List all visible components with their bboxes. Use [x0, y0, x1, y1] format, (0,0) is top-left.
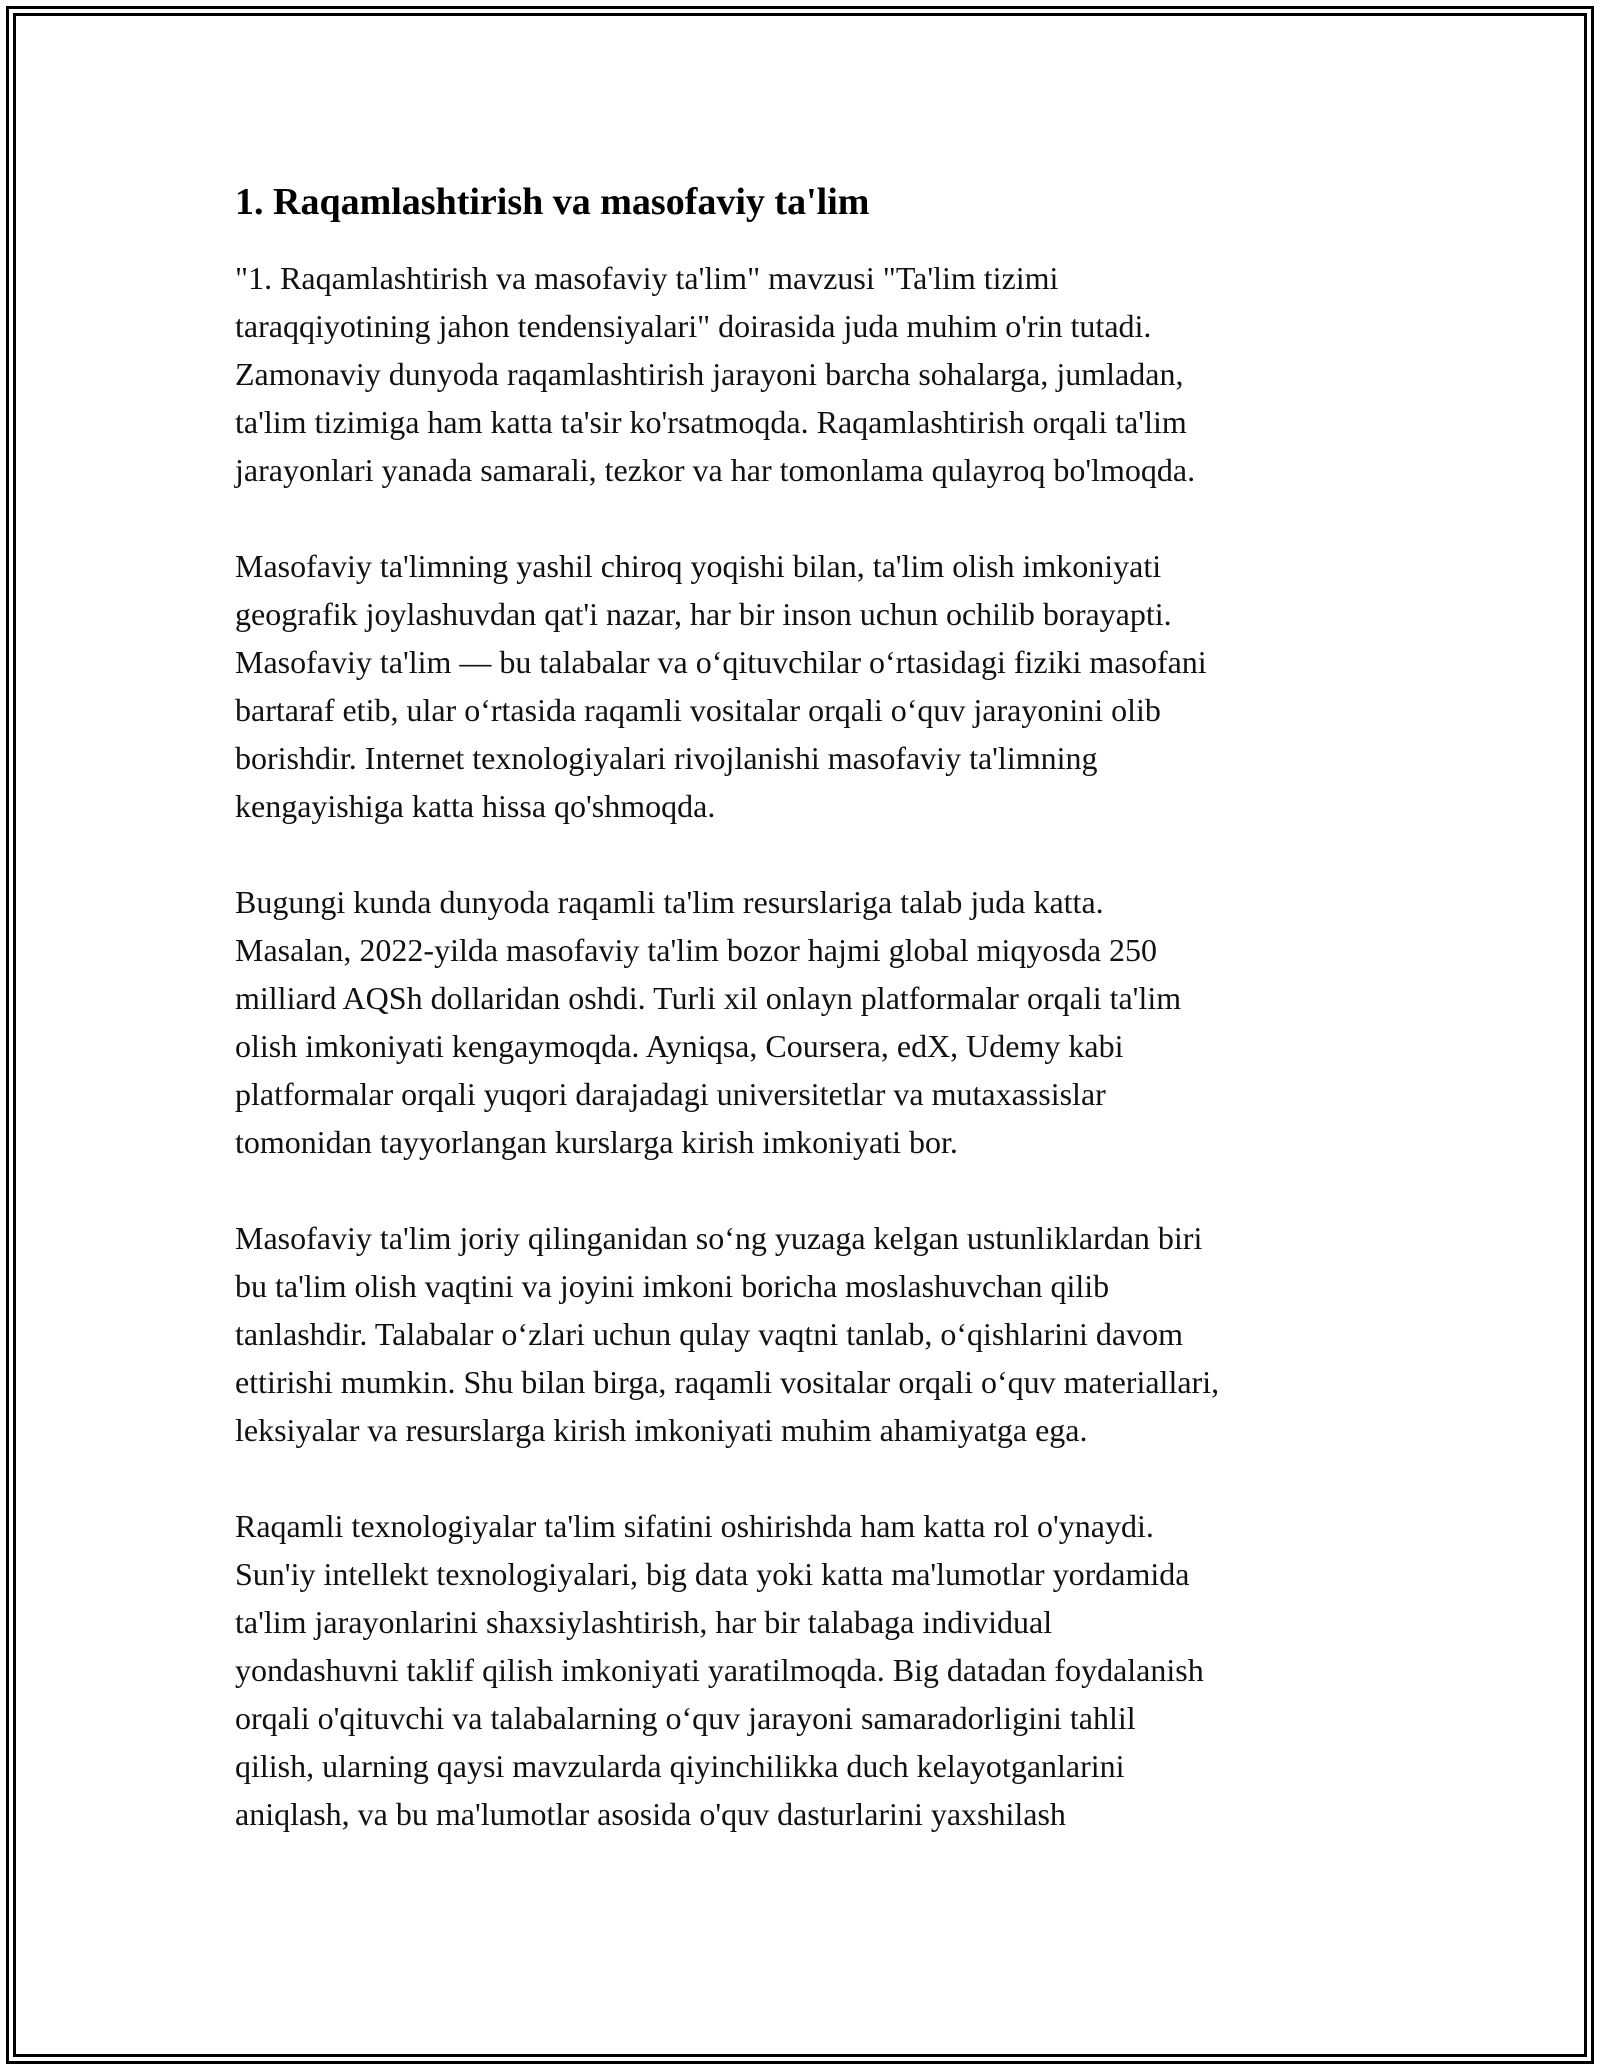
text-line: orqali o'qituvchi va talabalarning oʻquv jarayoni samaradorligini tahlil	[235, 1699, 1136, 1736]
text-line: milliard AQSh dollaridan oshdi. Turli xil onlayn platformalar orqali ta'lim	[235, 979, 1182, 1016]
text-line: Masalan, 2022-yilda masofaviy ta'lim bozor hajmi global miqyosda 250	[235, 931, 1158, 968]
text-line: Masofaviy ta'limning yashil chiroq yoqishi bilan, ta'lim olish imkoniyati	[235, 547, 1162, 584]
text-line: Masofaviy ta'lim joriy qilinganidan soʻng yuzaga kelgan ustunliklardan biri	[235, 1219, 1203, 1256]
text-line: kengayishiga katta hissa qo'shmoqda.	[235, 787, 716, 824]
section-heading: 1. Raqamlashtirish va masofaviy ta'lim	[235, 181, 870, 223]
text-line: taraqqiyotining jahon tendensiyalari" doirasida juda muhim o'rin tutadi.	[235, 307, 1152, 344]
paragraph-4	[235, 1214, 1375, 1454]
text-line: ta'lim jarayonlarini shaxsiylashtirish, har bir talabaga individual	[235, 1603, 1053, 1640]
text-line: bartaraf etib, ular oʻrtasida raqamli vositalar orqali oʻquv jarayonini olib	[235, 691, 1161, 728]
text-line: "1. Raqamlashtirish va masofaviy ta'lim" mavzusi "Ta'lim tizimi	[235, 259, 1059, 296]
text-line: platformalar orqali yuqori darajadagi universitetlar va mutaxassislar	[235, 1075, 1106, 1112]
text-line: tomonidan tayyorlangan kurslarga kirish imkoniyati bor.	[235, 1123, 958, 1160]
text-line: borishdir. Internet texnologiyalari rivojlanishi masofaviy ta'limning	[235, 739, 1098, 776]
text-line: Raqamli texnologiyalar ta'lim sifatini oshirishda ham katta rol o'ynaydi.	[235, 1507, 1154, 1544]
text-line: Bugungi kunda dunyoda raqamli ta'lim resurslariga talab juda katta.	[235, 883, 1104, 920]
text-line: leksiyalar va resurslarga kirish imkoniyati muhim ahamiyatga ega.	[235, 1411, 1088, 1448]
text-line: aniqlash, va bu ma'lumotlar asosida o'quv dasturlarini yaxshilash	[235, 1795, 1066, 1832]
text-line: jarayonlari yanada samarali, tezkor va har tomonlama qulayroq bo'lmoqda.	[235, 451, 1196, 488]
paragraph-3	[235, 878, 1375, 1166]
text-line: tanlashdir. Talabalar oʻzlari uchun qulay vaqtni tanlab, oʻqishlarini davom	[235, 1315, 1183, 1352]
document-body	[235, 180, 1375, 1886]
text-line: Sun'iy intellekt texnologiyalari, big data yoki katta ma'lumotlar yordamida	[235, 1555, 1190, 1592]
paragraph-2	[235, 542, 1375, 830]
text-line: qilish, ularning qaysi mavzularda qiyinchilikka duch kelayotganlarini	[235, 1747, 1125, 1784]
text-line: geografik joylashuvdan qat'i nazar, har bir inson uchun ochilib borayapti.	[235, 595, 1172, 632]
text-line: bu ta'lim olish vaqtini va joyini imkoni boricha moslashuvchan qilib	[235, 1267, 1110, 1304]
text-line: Masofaviy ta'lim — bu talabalar va oʻqituvchilar oʻrtasidagi fiziki masofani	[235, 643, 1207, 680]
text-line: ettirishi mumkin. Shu bilan birga, raqamli vositalar orqali oʻquv materiallari,	[235, 1363, 1220, 1400]
paragraph-1	[235, 254, 1375, 494]
text-line: yondashuvni taklif qilish imkoniyati yaratilmoqda. Big datadan foydalanish	[235, 1651, 1204, 1688]
paragraph-5	[235, 1502, 1375, 1838]
text-line: Zamonaviy dunyoda raqamlashtirish jarayoni barcha sohalarga, jumladan,	[235, 355, 1184, 392]
text-line: olish imkoniyati kengaymoqda. Ayniqsa, Coursera, edX, Udemy kabi	[235, 1027, 1124, 1064]
text-line: ta'lim tizimiga ham katta ta'sir ko'rsatmoqda. Raqamlashtirish orqali ta'lim	[235, 403, 1187, 440]
